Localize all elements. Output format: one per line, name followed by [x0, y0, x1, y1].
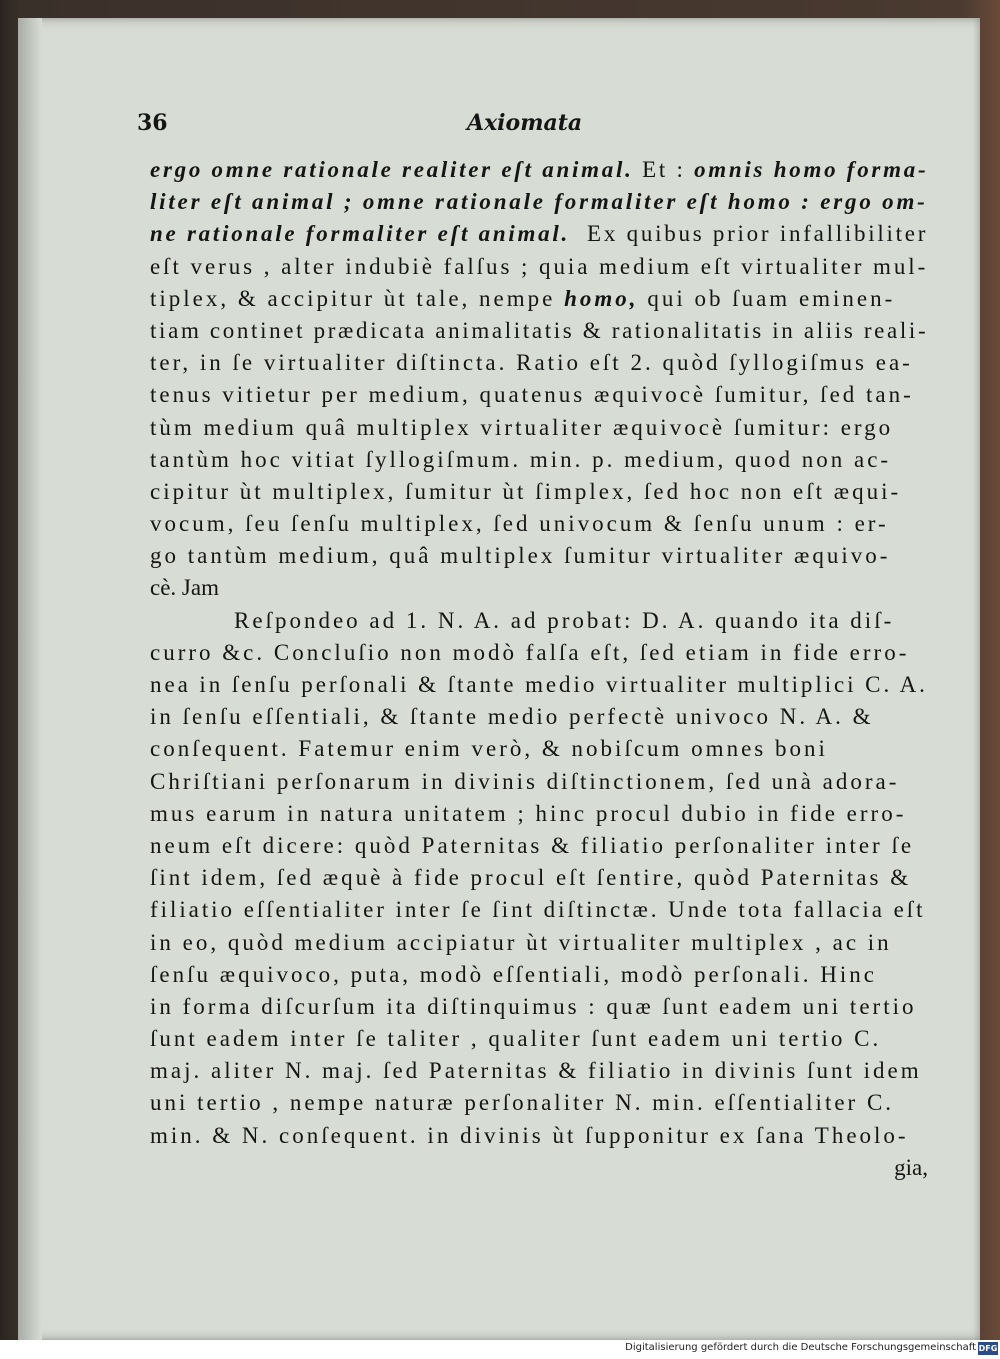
line-text: ſint idem, ſed æquè à fide procul eſt ſentire, quòd Paternitas & — [150, 865, 912, 891]
text-line-content — [234, 605, 894, 637]
funding-credit: Digitalisierung gefördert durch die Deutsche Forschungsgemeinschaft — [625, 1342, 976, 1353]
text-line — [150, 1152, 928, 1184]
line-text: ter, in ſe virtualiter diſtincta. Ratio eſt 2. quòd ſyllogiſmus ea- — [150, 350, 913, 376]
text-line-content — [150, 862, 911, 894]
line-text: min. & N. conſequent. in divinis ùt ſupponitur ex ſana Theolo- — [150, 1122, 909, 1148]
text-line-content — [150, 540, 890, 572]
page-number: 36 — [137, 110, 168, 136]
text-line-content — [150, 1087, 894, 1119]
line-text: mus earum in natura unitatem ; hinc procul dubio in fide erro- — [150, 800, 907, 826]
text-line-content — [150, 508, 889, 540]
page-gutter — [18, 18, 42, 1340]
line-text: eſt verus , alter indubiè falſus ; quia medium eſt virtualiter mul- — [150, 253, 929, 279]
line-text: tiplex, & accipitur ùt tale, nempe — [150, 285, 565, 311]
line-text: conſequent. Fatemur enim verò, & nobiſcum omnes boni — [150, 736, 828, 762]
body-text — [150, 154, 928, 1184]
line-text: filiatio eſſentialiter inter ſe ſint diſtinctæ. Unde tota fallacia eſt — [150, 897, 926, 923]
text-line — [150, 959, 928, 991]
line-rest: Et : — [633, 157, 695, 182]
text-line — [150, 1087, 928, 1119]
line-text: maj. aliter N. maj. ſed Paternitas & filiatio in divinis ſunt idem — [150, 1058, 922, 1084]
text-line — [150, 315, 928, 347]
line-text: tantùm hoc vitiat ſyllogiſmum. min. p. medium, quod non ac- — [150, 446, 892, 472]
text-line — [150, 508, 928, 540]
line-text: gia, — [894, 1154, 928, 1180]
text-line-content — [150, 959, 877, 991]
text-line — [150, 476, 928, 508]
line-text: uni tertio , nempe naturæ perſonaliter N. min. eſſentialiter C. — [150, 1090, 895, 1116]
text-line-content — [150, 733, 828, 765]
line-text: Reſpondeo ad 1. N. A. ad probat: D. A. quando ita diſ- — [234, 607, 895, 633]
text-line-content — [150, 476, 901, 508]
text-line — [150, 186, 928, 218]
line-text: tùm medium quâ multiplex virtualiter æquivocè ſumitur: ergo — [150, 414, 894, 440]
text-line-content — [150, 1055, 922, 1087]
text-line — [150, 766, 928, 798]
line-text: ſenſu æquivoco, puta, modò eſſentiali, modò perſonali. Hinc — [150, 961, 877, 987]
line-rest: qui ob ſuam eminen- — [638, 285, 896, 311]
text-line — [150, 798, 928, 830]
line-italic: homo, — [564, 285, 639, 311]
line-text: in eo, quòd medium accipiatur ùt virtualiter multiplex , ac in — [150, 929, 892, 955]
text-line-content — [150, 669, 928, 701]
line-italic: omnis homo forma- — [694, 157, 929, 182]
text-line — [150, 251, 928, 283]
text-line — [150, 347, 928, 379]
text-line-content — [150, 315, 928, 347]
text-line-content — [894, 1152, 928, 1184]
text-line-content — [150, 927, 892, 959]
line-text: ſunt eadem inter ſe taliter , qualiter ſunt eadem uni tertio C. — [150, 1026, 882, 1052]
text-line — [150, 830, 928, 862]
text-line-content — [150, 1023, 881, 1055]
line-text: ne rationale formaliter eſt animal. — [150, 221, 571, 247]
text-line-content — [150, 154, 928, 186]
text-line-content — [150, 830, 914, 862]
text-line — [150, 733, 928, 765]
running-head: Axiomata — [467, 110, 583, 136]
line-text: cipitur ùt multiplex, ſumitur ùt ſimplex, ſed hoc non eſt æqui- — [150, 478, 902, 504]
line-text: go tantùm medium, quâ multiplex ſumitur virtualiter æquivo- — [150, 543, 891, 569]
line-text: liter eſt animal ; omne rationale formaliter eſt homo : ergo om- — [150, 189, 928, 215]
text-line — [150, 862, 928, 894]
text-line — [150, 1055, 928, 1087]
line-text: cè. Jam — [150, 575, 219, 601]
text-line — [150, 218, 928, 250]
text-line — [150, 412, 928, 444]
text-line-content — [150, 379, 914, 411]
line-text: Chriſtiani perſonarum in divinis diſtinctionem, ſed unà adora- — [150, 768, 900, 794]
line-text: tiam continet prædicata animalitatis & rationalitatis in aliis reali- — [150, 317, 929, 343]
text-line — [150, 637, 928, 669]
text-line-content — [150, 1120, 909, 1152]
text-line-content — [150, 218, 928, 250]
text-line — [150, 894, 928, 926]
text-line-content — [150, 251, 928, 283]
text-line — [150, 154, 928, 186]
text-line-content — [150, 572, 219, 604]
text-line — [150, 444, 928, 476]
text-line-content — [150, 798, 906, 830]
text-line-content — [150, 894, 925, 926]
page-header — [137, 108, 927, 142]
text-line-content — [150, 637, 909, 669]
text-line-content — [150, 412, 893, 444]
text-line — [150, 701, 928, 733]
text-line — [150, 379, 928, 411]
line-text: in ſenſu eſſentiali, & ſtante medio perfectè univoco N. A. & — [150, 704, 874, 730]
text-line — [150, 605, 928, 637]
line-text: in forma diſcurſum ita diſtinquimus : quæ ſunt eadem uni tertio — [150, 993, 917, 1019]
line-text: tenus vitietur per medium, quatenus æquivocè ſumitur, ſed tan- — [150, 382, 914, 408]
line-rest: Ex quibus prior infallibiliter — [570, 221, 929, 247]
line-text: nea in ſenſu perſonali & ſtante medio virtualiter multiplici C. A. — [150, 672, 928, 697]
text-line — [150, 1023, 928, 1055]
text-line — [150, 927, 928, 959]
text-line-content — [150, 766, 899, 798]
line-text: neum eſt dicere: quòd Paternitas & filiatio perſonaliter inter ſe — [150, 832, 915, 858]
text-line — [150, 540, 928, 572]
line-text: ergo omne rationale realiter eſt animal. — [150, 157, 634, 182]
text-line — [150, 669, 928, 701]
line-text: curro &c. Concluſio non modò falſa eſt, ſed etiam in fide erro- — [150, 639, 910, 665]
text-line-content — [150, 444, 891, 476]
text-line — [150, 991, 928, 1023]
text-line-content — [150, 991, 916, 1023]
text-line — [150, 572, 928, 604]
text-line-content — [150, 701, 874, 733]
text-line-content — [150, 283, 895, 315]
text-line — [150, 1120, 928, 1152]
text-line-content — [150, 186, 928, 218]
text-line — [150, 283, 928, 315]
dfg-logo: DFG — [978, 1344, 998, 1353]
line-text: vocum, ſeu ſenſu multiplex, ſed univocum & ſenſu unum : er- — [150, 511, 889, 537]
footer-bar — [0, 1340, 1000, 1359]
text-line-content — [150, 347, 913, 379]
